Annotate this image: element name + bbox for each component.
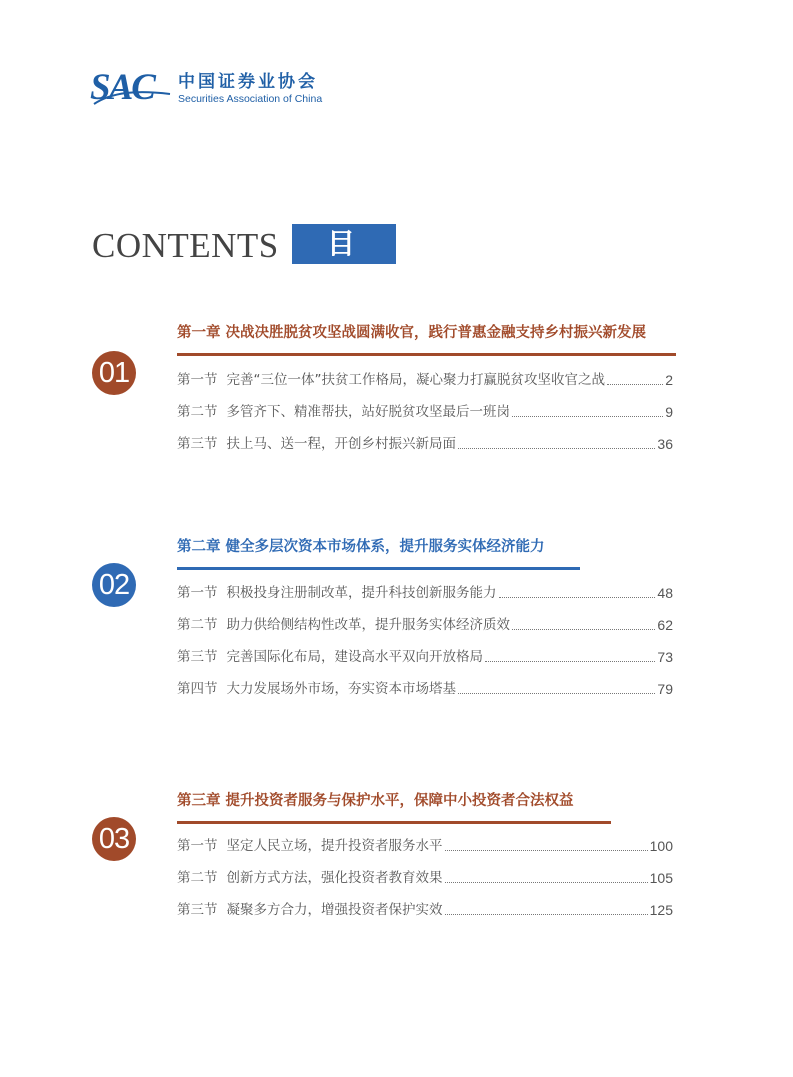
- dot-leader: [445, 882, 648, 883]
- chapter-1-rule: [177, 353, 676, 356]
- section-number: 第一节: [177, 372, 218, 388]
- contents-heading-cn: 目 录: [292, 224, 396, 264]
- chapter-2-badge: 02: [92, 563, 136, 607]
- toc-row[interactable]: [177, 370, 673, 390]
- page-number: 79: [657, 681, 673, 697]
- section-title: 积极投身注册制改革，提升科技创新服务能力: [226, 585, 497, 601]
- section-title: 多管齐下、精准帮扶，站好脱贫攻坚最后一班岗: [226, 404, 510, 420]
- page-number: 9: [665, 404, 673, 420]
- page-number: 2: [665, 372, 673, 388]
- section-number: 第一节: [177, 585, 218, 601]
- dot-leader: [445, 914, 648, 915]
- section-number: 第四节: [177, 681, 218, 697]
- dot-leader: [512, 629, 655, 630]
- section-title: 完善“三位一体”扶贫工作格局，凝心聚力打赢脱贫攻坚收官之战: [226, 372, 605, 388]
- sac-logo-mark: SAC: [90, 67, 154, 108]
- dot-leader: [445, 850, 648, 851]
- dot-leader: [499, 597, 656, 598]
- section-title: 坚定人民立场，提升投资者服务水平: [226, 838, 443, 854]
- section-title: 完善国际化布局，建设高水平双向开放格局: [226, 649, 483, 665]
- toc-row[interactable]: [177, 868, 673, 888]
- section-title: 扶上马、送一程，开创乡村振兴新局面: [226, 436, 456, 452]
- chapter-1-title[interactable]: 第一章 决战决胜脱贫攻坚战圆满收官，践行普惠金融支持乡村振兴新发展: [177, 325, 647, 341]
- page-number: 73: [657, 649, 673, 665]
- page-number: 100: [649, 838, 673, 854]
- section-title: 大力发展场外市场，夯实资本市场塔基: [226, 681, 456, 697]
- section-number: 第三节: [177, 902, 218, 918]
- toc-row[interactable]: [177, 615, 673, 635]
- chapter-3-badge: 03: [92, 817, 136, 861]
- page-number: 62: [657, 617, 673, 633]
- toc-row[interactable]: [177, 647, 673, 667]
- section-number: 第三节: [177, 649, 218, 665]
- toc-row[interactable]: [177, 836, 673, 856]
- section-number: 第二节: [177, 617, 218, 633]
- chapter-1-badge: 01: [92, 351, 136, 395]
- section-title: 创新方式方法，强化投资者教育效果: [226, 870, 443, 886]
- dot-leader: [485, 661, 655, 662]
- toc-row[interactable]: [177, 679, 673, 699]
- section-title: 凝聚多方合力，增强投资者保护实效: [226, 902, 443, 918]
- page-number: 36: [657, 436, 673, 452]
- page-number: 48: [657, 585, 673, 601]
- dot-leader: [607, 384, 663, 385]
- dot-leader: [512, 416, 663, 417]
- section-number: 第三节: [177, 436, 218, 452]
- toc-row[interactable]: [177, 583, 673, 603]
- chapter-2-title[interactable]: 第二章 健全多层次资本市场体系，提升服务实体经济能力: [177, 539, 545, 555]
- logo-swoosh-icon: [92, 86, 172, 108]
- contents-heading-en: CONTENTS: [92, 226, 279, 265]
- dot-leader: [458, 693, 655, 694]
- dot-leader: [458, 448, 655, 449]
- chapter-2-rule: [177, 567, 580, 570]
- chapter-3-rule: [177, 821, 611, 824]
- org-name-en: Securities Association of China: [178, 93, 323, 105]
- page-number: 105: [649, 870, 673, 886]
- toc-row[interactable]: [177, 434, 673, 454]
- section-number: 第二节: [177, 870, 218, 886]
- section-number: 第二节: [177, 404, 218, 420]
- page-number: 125: [649, 902, 673, 918]
- section-number: 第一节: [177, 838, 218, 854]
- toc-row[interactable]: [177, 402, 673, 422]
- org-name-cn: 中国证券业协会: [178, 72, 318, 92]
- section-title: 助力供给侧结构性改革，提升服务实体经济质效: [226, 617, 510, 633]
- toc-row[interactable]: [177, 900, 673, 920]
- chapter-3-title[interactable]: 第三章 提升投资者服务与保护水平，保障中小投资者合法权益: [177, 793, 574, 809]
